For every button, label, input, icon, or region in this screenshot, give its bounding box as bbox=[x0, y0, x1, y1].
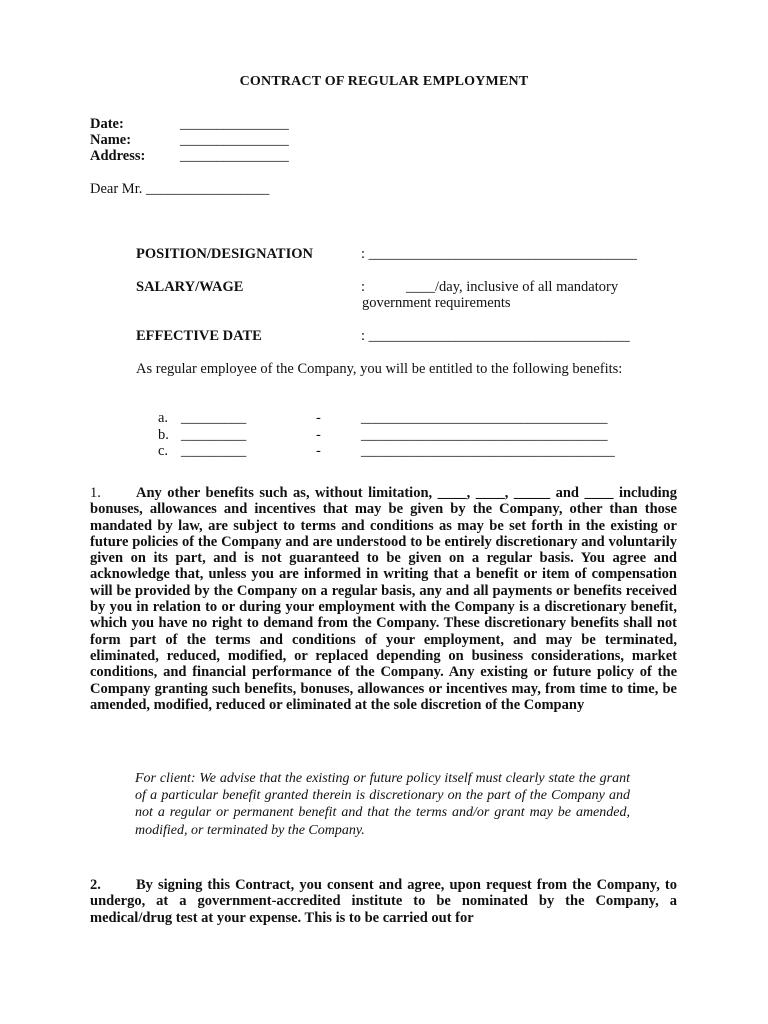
clause-1-number: 1. bbox=[90, 485, 101, 501]
clause-1 bbox=[90, 485, 677, 713]
benefits-intro: As regular employee of the Company, you will be entitled to the following benefits: bbox=[136, 361, 623, 377]
clause-2 bbox=[90, 877, 677, 926]
benefit-letter: c. bbox=[158, 443, 169, 459]
benefit-dash: - bbox=[316, 427, 321, 443]
salary-value-line1: ____/day, inclusive of all mandatory bbox=[406, 279, 619, 295]
client-note: For client: We advise that the existing or future policy itself must clearly state the grant of a particular benefit granted therein is discretionary on the part of the Company and not a regular or permanent benefit and that the terms and/or grant may be amended, modified, or terminated by the Company. bbox=[135, 771, 630, 838]
benefit-blank: _________ bbox=[181, 427, 247, 443]
salary-value-line2: government requirements bbox=[362, 295, 511, 311]
clause-2-text: By signing this Contract, you consent and agree, upon request from the Company, to undergo, at a government-accredited institute to be nominated by the Company, a medical/drug test at your expense. This is to be carried out for bbox=[90, 877, 677, 926]
position-value: : _____________________________________ bbox=[361, 246, 637, 262]
clause-2-number: 2. bbox=[90, 877, 101, 893]
document-title: CONTRACT OF REGULAR EMPLOYMENT bbox=[239, 74, 529, 89]
benefit-letter: a. bbox=[158, 410, 169, 426]
benefit-blank: _________ bbox=[181, 410, 247, 426]
name-label: Name: bbox=[90, 132, 132, 148]
effective-date-label: EFFECTIVE DATE bbox=[136, 328, 262, 344]
benefit-description: ___________________________________ bbox=[361, 443, 615, 459]
salary-label: SALARY/WAGE bbox=[136, 279, 244, 295]
benefit-dash: - bbox=[316, 443, 321, 459]
effective-date-value: : ____________________________________ bbox=[361, 328, 630, 344]
benefit-description: __________________________________ bbox=[361, 427, 608, 443]
position-label: POSITION/DESIGNATION bbox=[136, 246, 313, 262]
benefit-dash: - bbox=[316, 410, 321, 426]
name-blank: _______________ bbox=[180, 132, 289, 148]
benefit-description: __________________________________ bbox=[361, 410, 608, 426]
benefit-blank: _________ bbox=[181, 443, 247, 459]
address-blank: _______________ bbox=[180, 148, 289, 164]
date-blank: _______________ bbox=[180, 116, 289, 132]
salary-colon: : bbox=[361, 279, 366, 295]
clause-1-text: Any other benefits such as, without limitation, ____, ____, _____ and ____ including bonuses, allowances and incentives that may be given by the Company, other than those mandated by law, are subject to terms and conditions as may be set forth in the existing or future policies of the Company and are understood to be entirely discretionary and voluntarily given on its part, and is not guaranteed to be given on a regular basis. You agree and acknowledge that, unless you are informed in writing that a benefit or item of compensation will be provided by the Company on a regular basis, any and all payments or benefits received by you in relation to or during your employment with the Company is a discretionary benefit, which you have no right to demand from the Company. These discretionary benefits shall not form part of the terms and conditions of your employment, and may be terminated, eliminated, reduced, modified, or replaced depending on business considerations, market conditions, and financial performance of the Company. Any existing or future policy of the Company granting such benefits, bonuses, allowances or incentives may, from time to time, be amended, modified, reduced or eliminated at the sole discretion of the Company bbox=[90, 485, 677, 713]
benefit-letter: b. bbox=[158, 427, 169, 443]
address-label: Address: bbox=[90, 148, 146, 164]
date-label: Date: bbox=[90, 116, 124, 132]
salutation: Dear Mr. _________________ bbox=[90, 181, 270, 197]
